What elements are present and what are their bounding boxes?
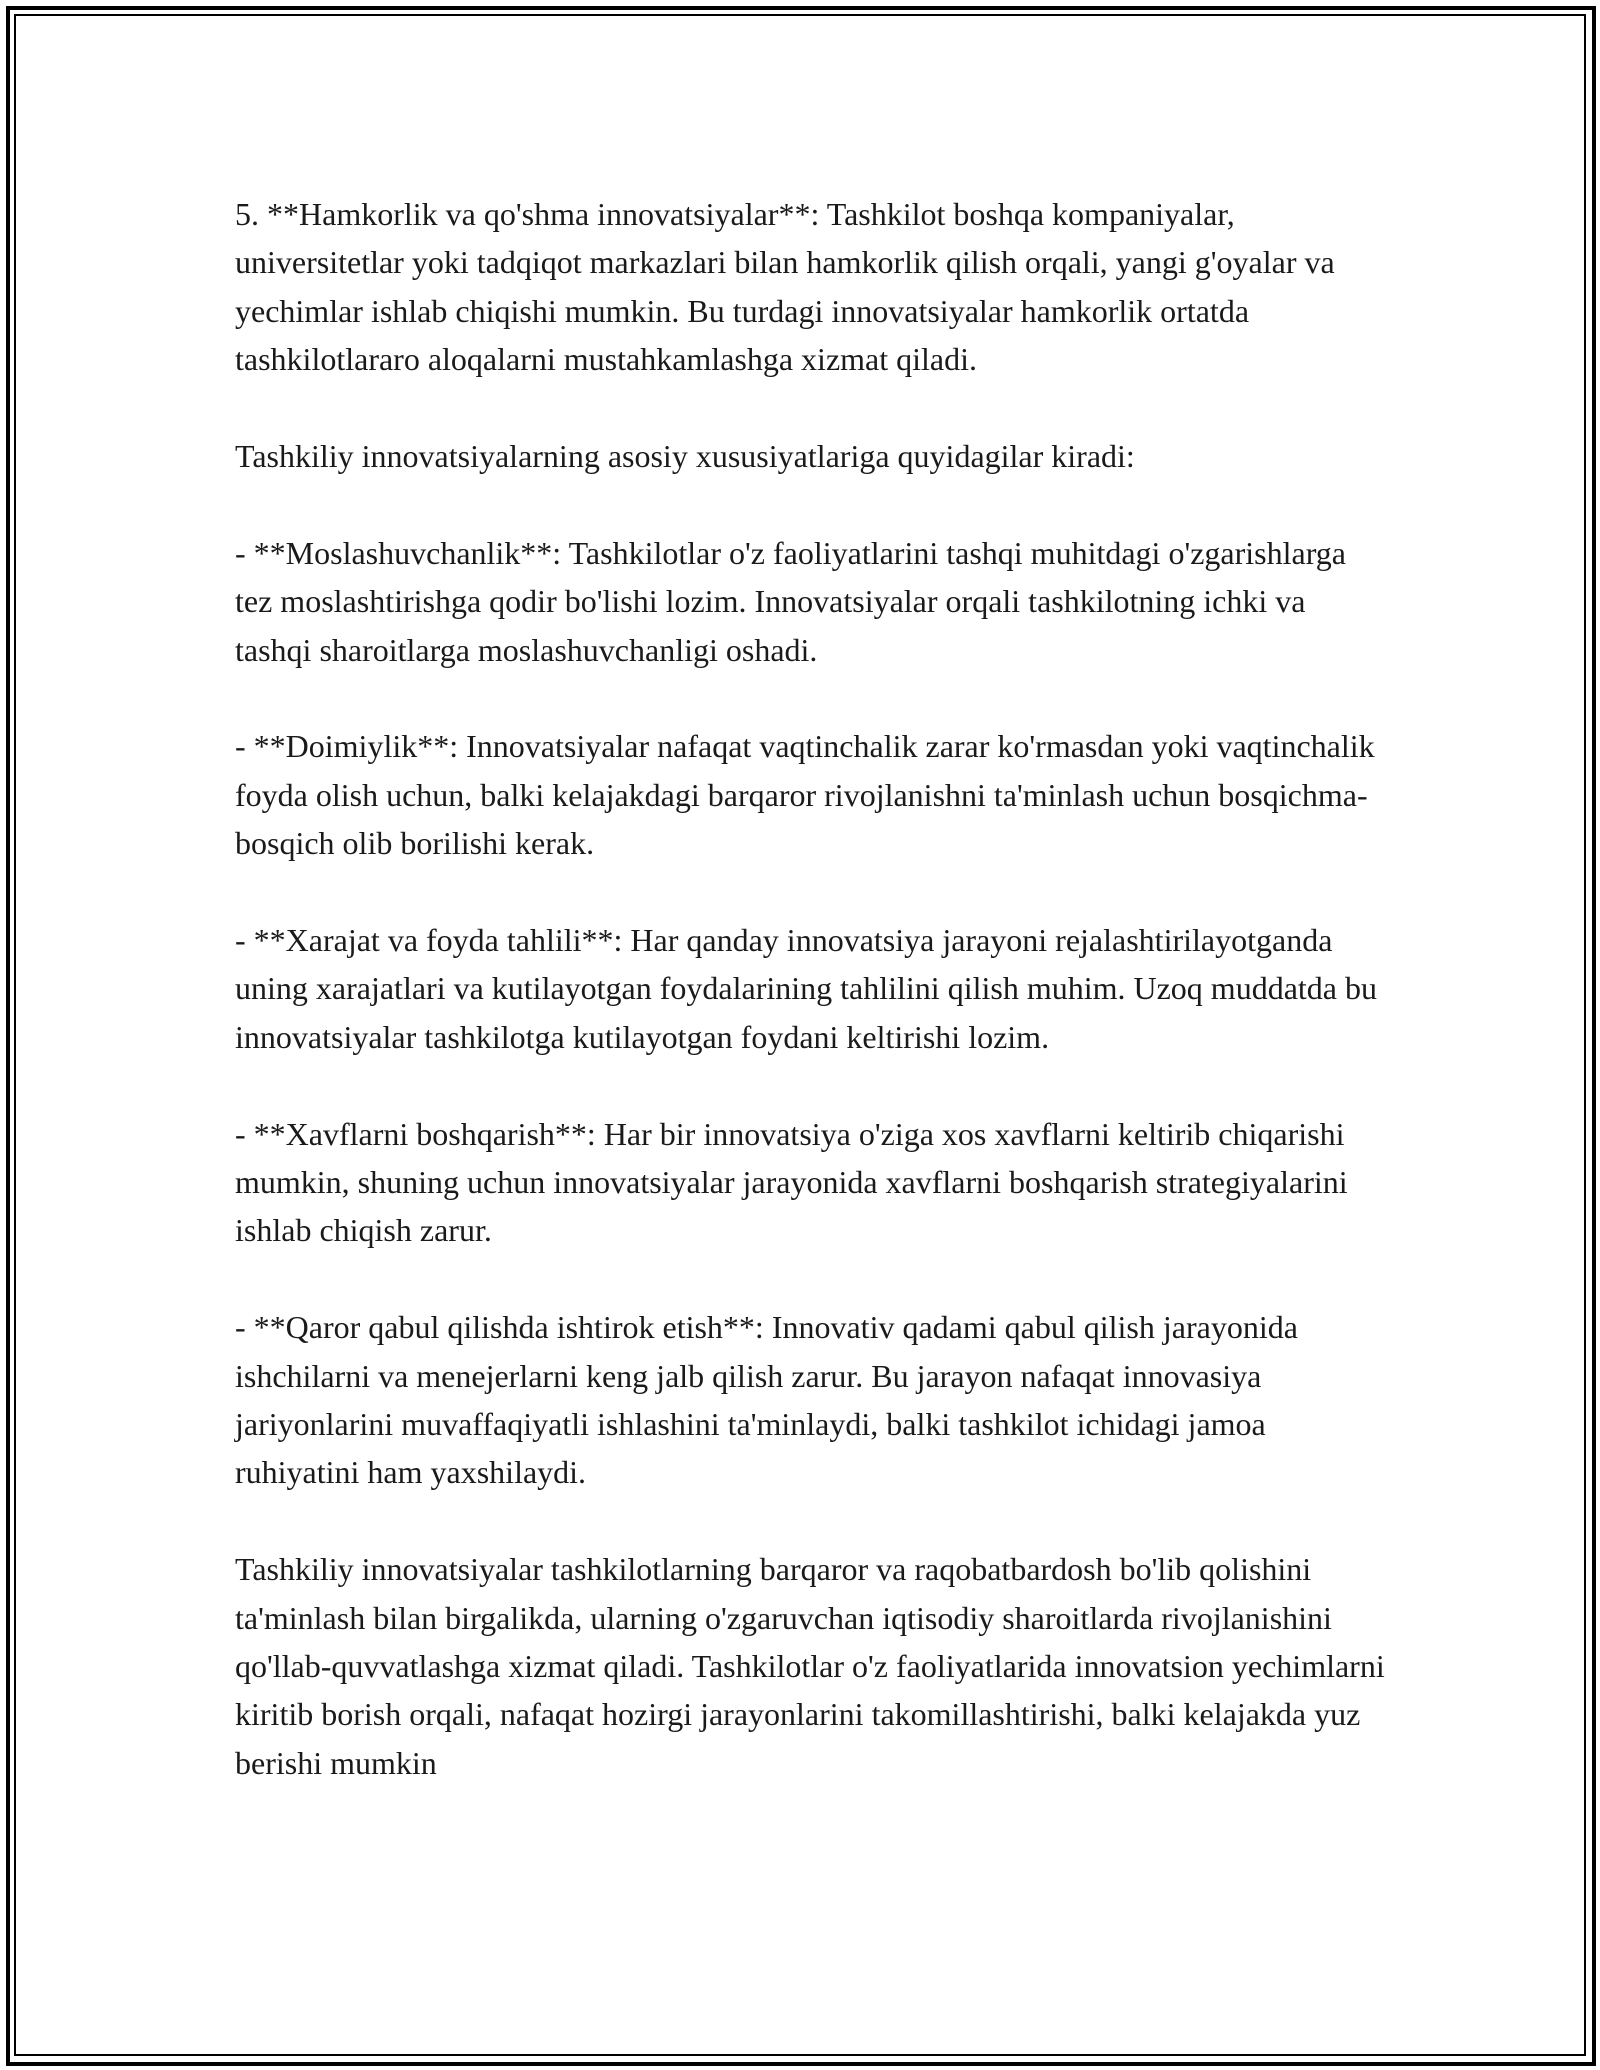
document-body [235,190,1385,1836]
list-item-risk-management: - **Xavflarni boshqarish**: Har bir innovatsiya o'ziga xos xavflarni keltirib chiqarishi mumkin, shuning uchun innovatsiyalar jarayonida xavflarni boshqarish strategiyalarini ishlab chiqish zarur. [235,1115,1348,1249]
list-item-cost-benefit-analysis: - **Xarajat va foyda tahlili**: Har qanday innovatsiya jarayoni rejalashtirilayotganda uning xarajatlari va kutilayotgan foydalarining tahlilini qilish muhim. Uzoq muddatda bu innovatsiyalar tashkilotga kutilayotgan foydani keltirishi lozim. [235,922,1377,1055]
list-item-flexibility: - **Moslashuvchanlik**: Tashkilotlar o'z faoliyatlarini tashqi muhitdagi o'zgarishlarga tez moslashtirishga qodir bo'lishi lozim. Innovatsiyalar orqali tashkilotning ichki va tashqi sharoitlarga moslashuvchanligi oshadi. [235,534,1346,668]
paragraph-conclusion: Tashkiliy innovatsiyalar tashkilotlarning barqaror va raqobatbardosh bo'lib qolishini ta'minlash bilan birgalikda, ularning o'zgaruvchan iqtisodiy sharoitlarda rivojlanishini qo'llab-quvvatlashga xizmat qiladi. Tashkilotlar o'z faoliyatlarida innovatsion yechimlarni kiritib borish orqali, nafaqat hozirgi jarayonlarini takomillashtirishi, balki kelajakda yuz berishi mumkin [235,1551,1385,1781]
paragraph-key-features-intro: Tashkiliy innovatsiyalarning asosiy xususiyatlariga quyidagilar kiradi: [235,438,1135,475]
list-item-decision-participation: - **Qaror qabul qilishda ishtirok etish**: Innovativ qadami qabul qilish jarayonida ishchilarni va menejerlarni keng jalb qilish zarur. Bu jarayon nafaqat innovasiya jariyonlarini muvaffaqiyatli ishlashini ta'minlaydi, balki tashkilot ichidagi jamoa ruhiyatini ham yaxshilaydi. [235,1309,1298,1491]
list-item-continuity: - **Doimiylik**: Innovatsiyalar nafaqat vaqtinchalik zarar ko'rmasdan yoki vaqtinchalik foyda olish uchun, balki kelajakdagi barqaror rivojlanishni ta'minlash uchun bosqichma-bosqich olib borilishi kerak. [235,728,1375,862]
paragraph-collaboration-innovations: 5. **Hamkorlik va qo'shma innovatsiyalar**: Tashkilot boshqa kompaniyalar, universitetlar yoki tadqiqot markazlari bilan hamkorlik qilish orqali, yangi g'oyalar va yechimlar ishlab chiqishi mumkin. Bu turdagi innovatsiyalar hamkorlik ortatda tashkilotlararo aloqalarni mustahkamlashga xizmat qiladi. [235,196,1335,378]
